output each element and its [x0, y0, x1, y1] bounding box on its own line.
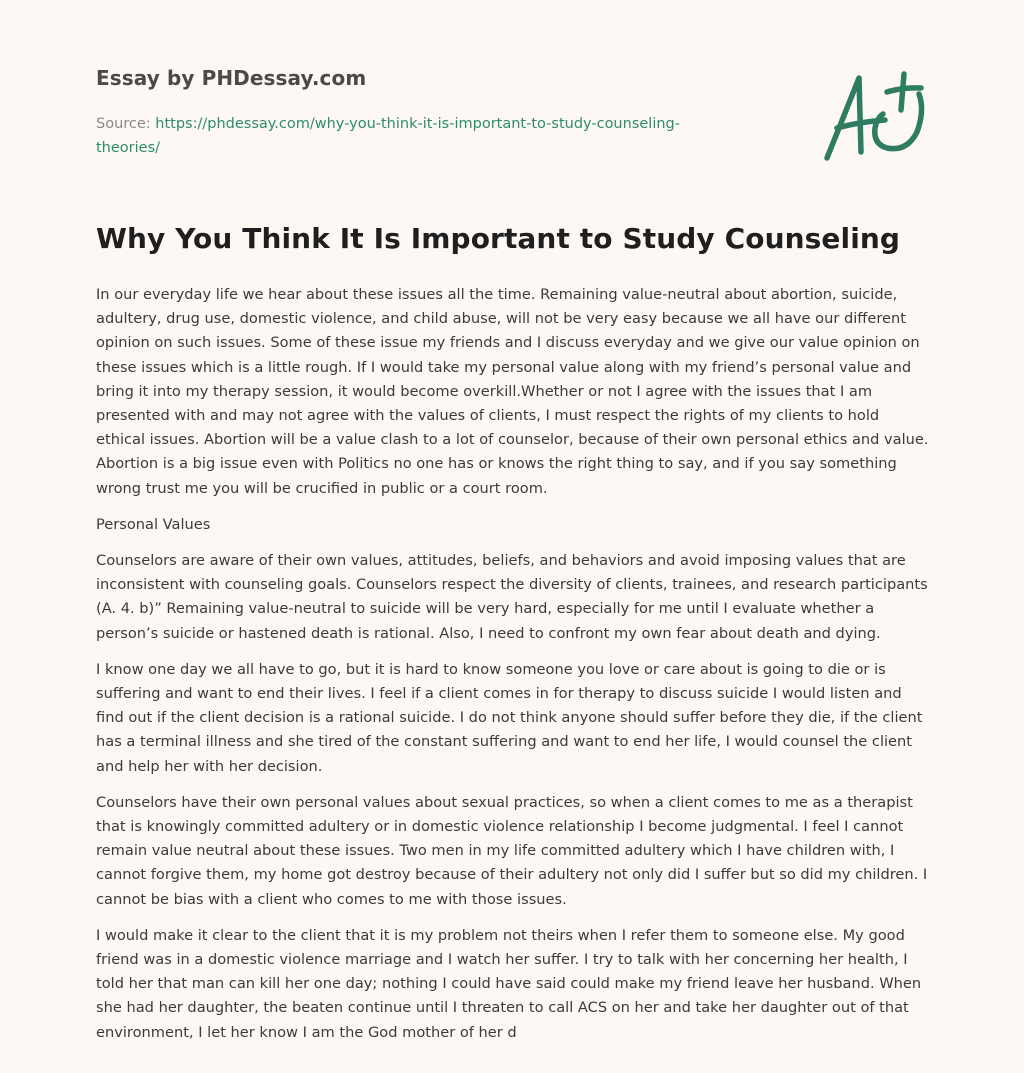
essay-paragraph: Counselors have their own personal values about sexual practices, so when a client comes to me as a therapist that is knowingly committed adultery or in domestic violence relationship I become judgmental. I feel I cannot remain value neutral about these issues. Two men in my life committed adultery which I have children with, I cannot forgive them, my home got destroy because of their adultery not only did I suffer but so did my children. I cannot be bias with a client who comes to me with those issues.	[96, 793, 928, 908]
essay-body	[96, 283, 932, 1057]
essay-paragraph: I would make it clear to the client that it is my problem not theirs when I refer them to someone else. My good friend was in a domestic violence marriage and I watch her suffer. I try to talk with her concerning her health, I told her that man can kill her one day; nothing I could have said could make my friend leave her husband. When she had her daughter, the beaten continue until I threaten to call ACS on her and take her daughter out of that environment, I let her know I am the God mother of her d	[96, 926, 922, 1041]
source-label: Source:	[96, 116, 156, 132]
source-link[interactable]: https://phdessay.com/why-you-think-it-is-important-to-study-counseling-theories/	[96, 116, 680, 156]
essay-title: Why You Think It Is Important to Study Counseling	[96, 222, 901, 255]
essay-paragraph: I know one day we all have to go, but it is hard to know someone you love or care about is going to die or is suffering and want to end their lives. I feel if a client comes in for therapy to discuss suicide I would listen and find out if the client decision is a rational suicide. I do not think anyone should suffer before they die, if the client has a terminal illness and she tired of the constant suffering and want to end her life, I would counsel the client and help her with her decision.	[96, 660, 923, 775]
essay-paragraph: In our everyday life we hear about these issues all the time. Remaining value-neutral about abortion, suicide, adultery, drug use, domestic violence, and child abuse, will not be very easy because we all have our different opinion on such issues. Some of these issue my friends and I discuss everyday and we give our value opinion on these issues which is a little rough. If I would take my personal value along with my friend’s personal value and bring it into my therapy session, it would become overkill.Whether or not I agree with the issues that I am presented with and may not agree with the values of clients, I must respect the rights of my clients to hold ethical issues. Abortion will be a value clash to a lot of counselor, because of their own personal ethics and value. Abortion is a big issue even with Politics no one has or knows the right thing to say, and if you say something wrong trust me you will be crucified in public or a court room.	[96, 286, 929, 497]
section-heading: Personal Values	[96, 515, 211, 533]
a-plus-grade-icon	[821, 70, 926, 165]
source-line	[96, 112, 716, 160]
site-brand: Essay by PHDessay.com	[96, 66, 367, 90]
essay-paragraph: Counselors are aware of their own values, attitudes, beliefs, and behaviors and avoid imposing values that are inconsistent with counseling goals. Counselors respect the diversity of clients, trainees, and research participants (A. 4. b)” Remaining value-neutral to suicide will be very hard, especially for me until I evaluate whether a person’s suicide or hastened death is rational. Also, I need to confront my own fear about death and dying.	[96, 552, 928, 642]
